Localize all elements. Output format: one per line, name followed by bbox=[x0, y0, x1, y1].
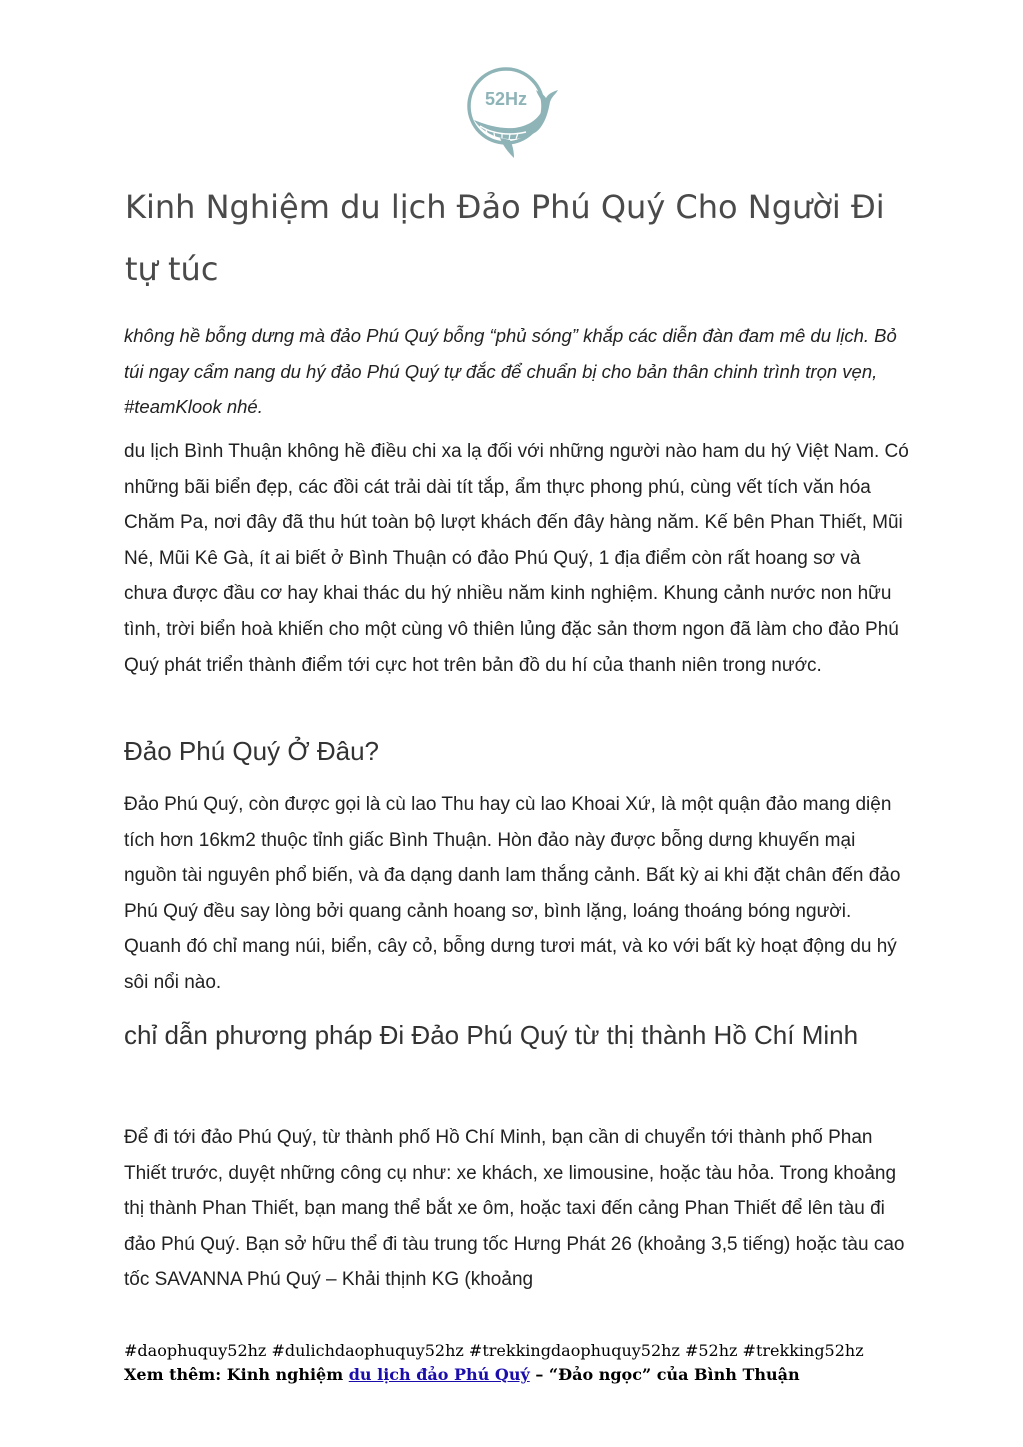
heading-how-to-get-there: chỉ dẫn phương pháp Đi Đảo Phú Quý từ thị thành Hồ Chí Minh bbox=[124, 1020, 859, 1050]
logo bbox=[464, 62, 560, 160]
see-more-suffix: – “Đảo ngọc” của Bình Thuận bbox=[529, 1365, 800, 1384]
article-title: Kinh Nghiệm du lịch Đảo Phú Quý Cho Người Đi tự túc bbox=[125, 188, 885, 288]
article-intro: không hề bỗng dưng mà đảo Phú Quý bỗng “phủ sóng” khắp các diễn đàn đam mê du lịch. Bỏ túi ngay cẩm nang du hý đảo Phú Quý tự đắc để chuẩn bị cho bản thân chinh trình trọn vẹn, #teamKlook nhé. bbox=[124, 325, 897, 417]
heading-where-is-phu-quy: Đảo Phú Quý Ở Đâu? bbox=[124, 736, 379, 766]
see-more-prefix: Xem thêm: Kinh nghiệm bbox=[124, 1365, 349, 1384]
logo-text: 52Hz bbox=[484, 89, 528, 109]
footer-see-more bbox=[124, 1363, 924, 1387]
footer bbox=[124, 1339, 924, 1387]
paragraph-phu-quy-location: Đảo Phú Quý, còn được gọi là cù lao Thu hay cù lao Khoai Xứ, là một quận đảo mang diện tích hơn 16km2 thuộc tỉnh giấc Bình Thuận. Hòn đảo này được bỗng dưng khuyến mại nguồn tài nguyên phổ biến, và đa dạng danh lam thắng cảnh. Bất kỳ ai khi đặt chân đến đảo Phú Quý đều say lòng bởi quang cảnh hoang sơ, bình lặng, loáng thoáng bóng người. Quanh đó chỉ mang núi, biển, cây cỏ, bỗng dưng tươi mát, và ko với bất kỳ hoạt động du hý sôi nổi nào. bbox=[124, 794, 901, 993]
paragraph-travel-directions: Để đi tới đảo Phú Quý, từ thành phố Hồ Chí Minh, bạn cần di chuyển tới thành phố Phan Thiết trước, duyệt những công cụ như: xe khách, xe limousine, hoặc tàu hỏa. Trong khoảng thị thành Phan Thiết, bạn mang thể bắt xe ôm, hoặc taxi đến cảng Phan Thiết để lên tàu đi đảo Phú Quý. Bạn sở hữu thể đi tàu trung tốc Hưng Phát 26 (khoảng 3,5 tiếng) hoặc tàu cao tốc SAVANNA Phú Quý – Khải thịnh KG (khoảng bbox=[124, 1127, 905, 1291]
footer-hashtags: #daophuquy52hz #dulichdaophuquy52hz #trekkingdaophuquy52hz #52hz #trekking52hz bbox=[124, 1341, 864, 1360]
paragraph-intro-binh-thuan: du lịch Bình Thuận không hề điều chi xa lạ đối với những người nào ham du hý Việt Nam. Có những bãi biển đẹp, các đồi cát trải dài tít tắp, ẩm thực phong phú, cùng vết tích văn hóa Chăm Pa, nơi đây đã thu hút toàn bộ lượt khách đến đây hàng năm. Kế bên Phan Thiết, Mũi Né, Mũi Kê Gà, ít ai biết ở Bình Thuận có đảo Phú Quý, 1 địa điểm còn rất hoang sơ và chưa được đầu cơ hay khai thác du hý nhiều năm kinh nghiệm. Khung cảnh nước non hữu tình, trời biển hoà khiến cho một cùng vô thiên lủng đặc sản thơm ngon đã làm cho đảo Phú Quý phát triển thành điểm tới cực hot trên bản đồ du hí của thanh niên trong nước. bbox=[124, 441, 909, 676]
see-more-link[interactable]: du lịch đảo Phú Quý bbox=[348, 1365, 530, 1384]
whale-icon bbox=[464, 62, 560, 160]
